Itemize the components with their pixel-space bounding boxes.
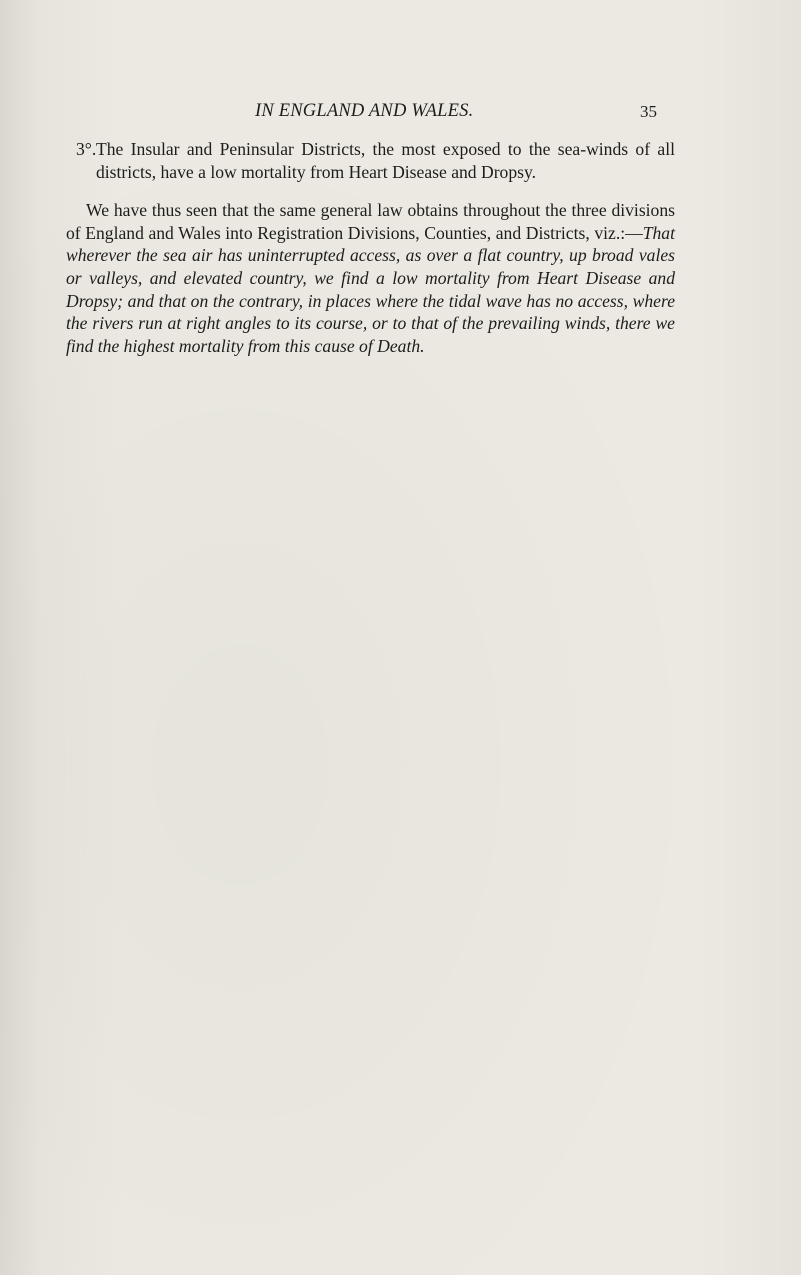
numbered-point-3 — [66, 138, 675, 183]
running-head — [0, 101, 801, 127]
body-text — [66, 138, 675, 357]
paragraph-intro: We have thus seen that the same general law obtains throughout the three divisions of England and Wales into Registration Divisions, Counties, and Districts, viz.:— — [66, 200, 675, 243]
point-number: 3°. — [76, 139, 97, 159]
conclusion-paragraph — [66, 199, 675, 357]
running-title: IN ENGLAND AND WALES. — [255, 101, 474, 121]
point-text: The Insular and Peninsular Districts, the most exposed to the sea-winds of all districts, have a low mortality from Heart Disease and Dropsy. — [96, 139, 675, 182]
page-number: 35 — [640, 102, 657, 121]
paragraph-italic-conclusion: That wherever the sea air has uninterrupted access, as over a flat country, up broad vales or valleys, and elevated country, we find a low mortality from Heart Disease and Dropsy; and that on the contrary, in places where the tidal wave has no access, where the rivers run at right angles to its course, or to that of the prevailing winds, there we find the highest mortality from this cause of Death. — [66, 222, 675, 356]
